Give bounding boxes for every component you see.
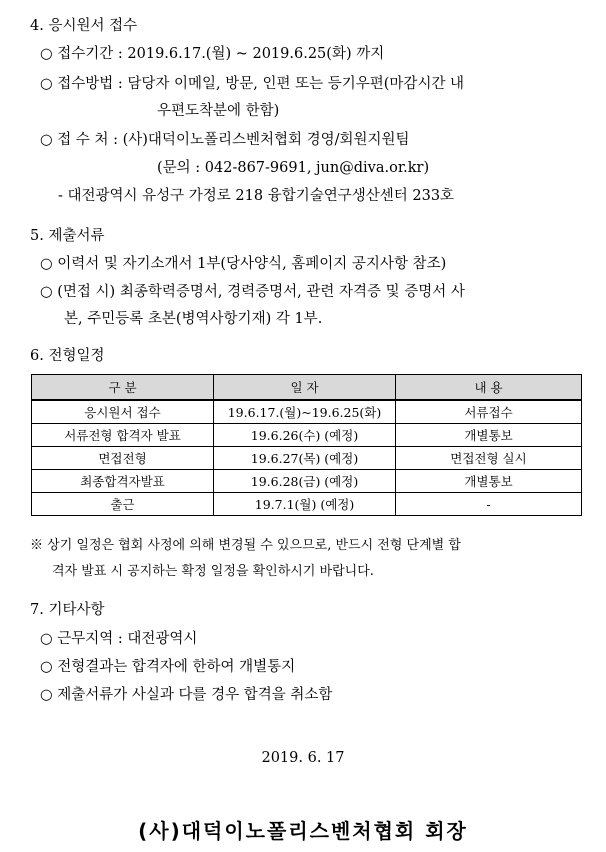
application-method-line2: 우편도착분에 한함) [157,103,280,119]
documents-item-1: ○ 이력서 및 자기소개서 1부(당사양식, 홈페이지 공지사항 참조) [40,256,447,272]
other-item-1: ○ 근무지역 : 대전광역시 [40,631,198,647]
schedule-note-line1: ※ 상기 일정은 협회 사정에 의해 변경될 수 있으므로, 반드시 전형 단계별 합 [30,538,461,553]
application-contact: (문의 : 042-867-9691, jun@diva.or.kr) [157,160,430,176]
section-6-heading: 6. 전형일정 [30,348,105,364]
table-row [32,400,582,424]
application-period: ○ 접수기간 : 2019.6.17.(월) ~ 2019.6.25(화) 까지 [40,46,385,62]
section-7-heading: 7. 기타사항 [30,602,105,618]
table-row [32,493,582,516]
cell-date: 19.6.28(금) (예정) [214,470,396,493]
cell-content: 개별통보 [396,424,582,447]
cell-category: 최종합격자발표 [32,470,214,493]
document-date: 2019. 6. 17 [261,750,345,766]
schedule-note-line2: 격자 발표 시 공지하는 확정 일정을 확인하시기 바랍니다. [52,564,374,579]
cell-date: 19.6.17.(월)~19.6.25(화) [214,400,396,424]
cell-content: 면접전형 실시 [396,447,582,470]
other-item-3: ○ 제출서류가 사실과 다를 경우 합격을 취소함 [40,687,333,703]
cell-date: 19.6.26(수) (예정) [214,424,396,447]
schedule-table [31,374,582,516]
application-method-line1: ○ 접수방법 : 담당자 이메일, 방문, 인편 또는 등기우편(마감시간 내 [40,76,465,92]
cell-category: 면접전형 [32,447,214,470]
cell-date: 19.6.27(목) (예정) [214,447,396,470]
signature-line: (사)대덕이노폴리스벤처협회 회장 [138,819,468,843]
table-row [32,470,582,493]
documents-item-2-line1: ○ (면접 시) 최종학력증명서, 경력증명서, 관련 자격증 및 증명서 사 [40,284,465,300]
application-address: - 대전광역시 유성구 가정로 218 융합기술연구생산센터 233호 [58,188,455,204]
column-header-category: 구 분 [32,375,214,401]
cell-content: - [396,493,582,516]
application-place-line1: ○ 접 수 처 : (사)대덕이노폴리스벤처협회 경영/회원지원팀 [40,132,410,148]
cell-category: 서류전형 합격자 발표 [32,424,214,447]
section-4-heading: 4. 응시원서 접수 [30,18,138,34]
column-header-date: 일 자 [214,375,396,401]
cell-content: 개별통보 [396,470,582,493]
section-5-heading: 5. 제출서류 [30,228,105,244]
cell-date: 19.7.1(월) (예정) [214,493,396,516]
table-row [32,447,582,470]
column-header-content: 내 용 [396,375,582,401]
other-item-2: ○ 전형결과는 합격자에 한하여 개별통지 [40,659,296,675]
cell-category: 응시원서 접수 [32,400,214,424]
documents-item-2-line2: 본, 주민등록 초본(병역사항기재) 각 1부. [64,311,323,327]
cell-category: 출근 [32,493,214,516]
schedule-header-row [32,375,582,401]
table-row [32,424,582,447]
cell-content: 서류접수 [396,400,582,424]
